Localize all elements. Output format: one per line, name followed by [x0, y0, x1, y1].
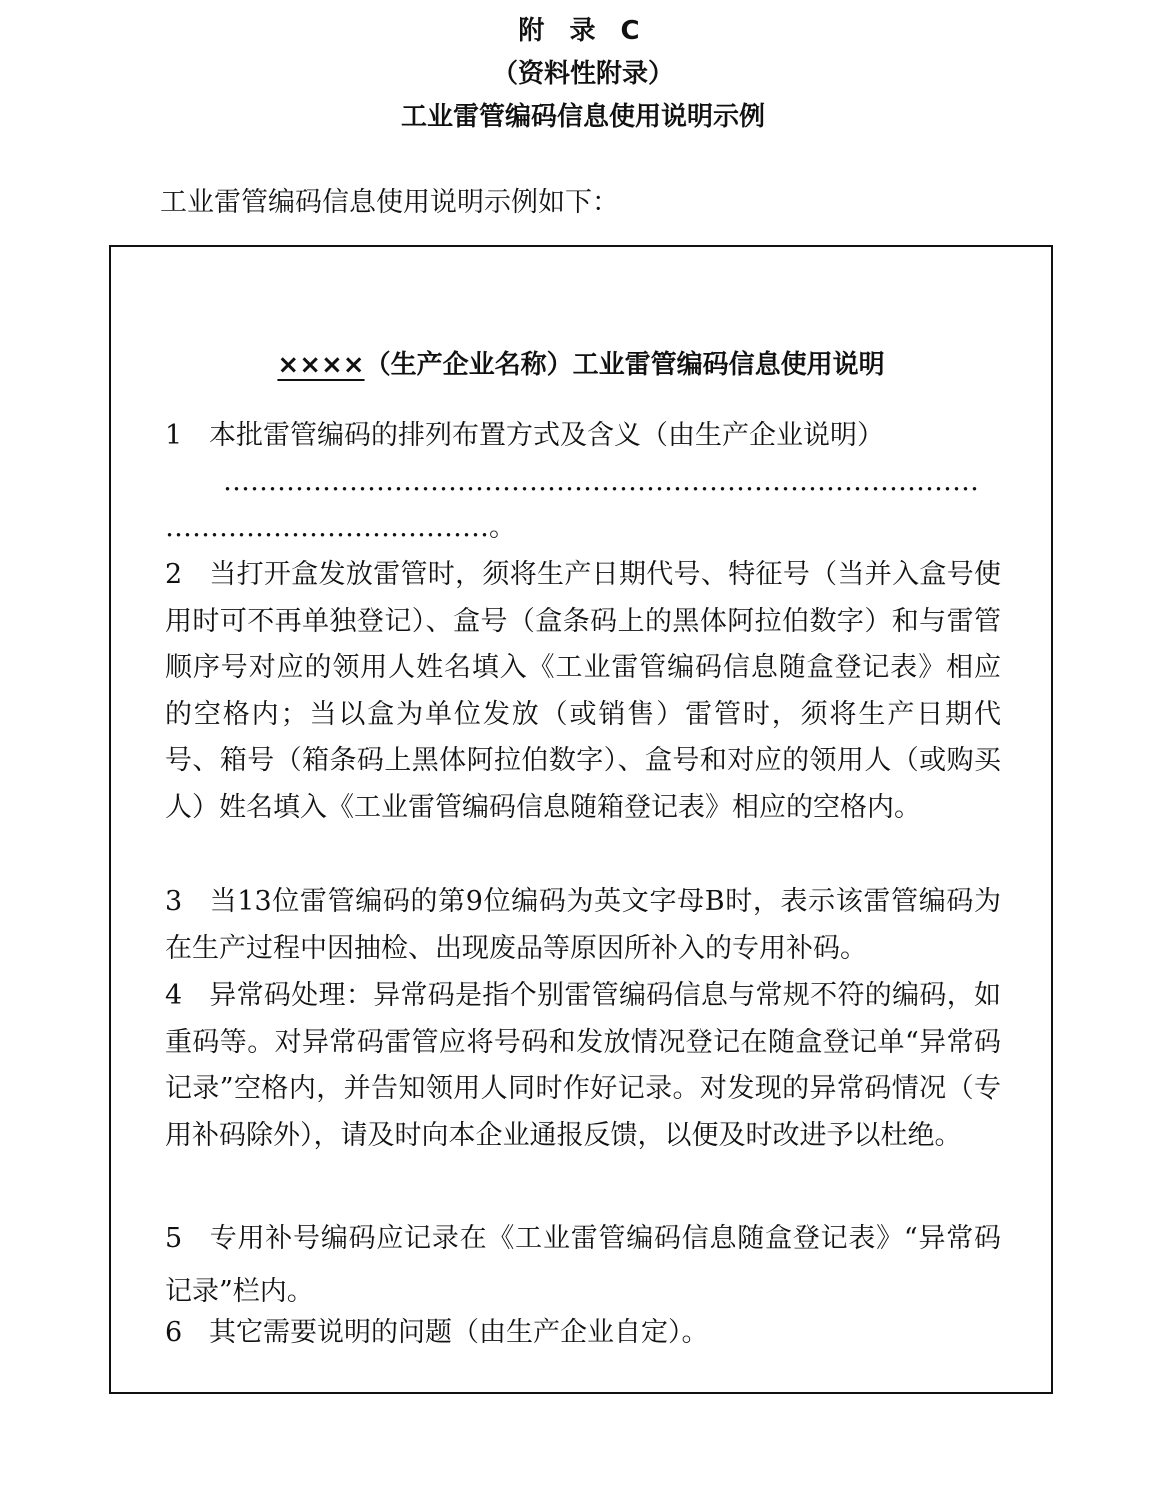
item-text: 专用补号编码应记录在《工业雷管编码信息随盒登记表》“异常码记录”栏内。: [165, 1223, 1001, 1307]
list-item: [165, 973, 1001, 1159]
item-number: 3: [165, 886, 183, 917]
fill-in-dots: ………………………………。: [165, 512, 516, 543]
appendix-label: 附 录 C: [518, 16, 648, 46]
item-number: 2: [165, 559, 183, 590]
list-item: [165, 1310, 1001, 1357]
list-item: [165, 1212, 1001, 1318]
company-name-placeholder: ××××: [277, 350, 365, 380]
item-number: 1: [165, 420, 183, 451]
item-text: 异常码处理：异常码是指个别雷管编码信息与常规不符的编码，如重码等。对异常码雷管应将号码和发放情况登记在随盒登记单“异常码记录”空格内，并告知领用人同时作好记录。对发现的异常码情况（专用补码除外），请及时向本企业通报反馈，以便及时改进予以杜绝。: [165, 980, 1001, 1151]
item-number: 5: [165, 1223, 183, 1254]
item-text: 当打开盒发放雷管时，须将生产日期代号、特征号（当并入盒号使用时可不再单独登记）、盒号（盒条码上的黑体阿拉伯数字）和与雷管顺序号对应的领用人姓名填入《工业雷管编码信息随盒登记表》相应的空格内；当以盒为单位发放（或销售）雷管时，须将生产日期代号、箱号（箱条码上黑体阿拉伯数字）、盒号和对应的领用人（或购买人）姓名填入《工业雷管编码信息随箱登记表》相应的空格内。: [165, 559, 1001, 823]
example-box: [109, 245, 1053, 1394]
item-text: 本批雷管编码的排列布置方式及含义（由生产企业说明）: [209, 420, 884, 451]
item-text: 其它需要说明的问题（由生产企业自定）。: [209, 1317, 709, 1348]
fill-in-dots: …………………………………………………………………………: [223, 466, 979, 497]
box-heading-text: （生产企业名称）工业雷管编码信息使用说明: [364, 350, 885, 380]
item-number: 6: [165, 1317, 183, 1348]
list-item: [165, 879, 1001, 972]
item-text: 当13位雷管编码的第9位编码为英文字母B时，表示该雷管编码为在生产过程中因抽检、出现废品等原因所补入的专用补码。: [165, 886, 1001, 964]
list-item: [165, 413, 1001, 460]
item-number: 4: [165, 980, 183, 1011]
appendix-title: 工业雷管编码信息使用说明示例: [400, 102, 765, 132]
intro-text: 工业雷管编码信息使用说明示例如下：: [160, 187, 619, 218]
box-heading: [111, 347, 1051, 383]
appendix-type: （资料性附录）: [491, 59, 674, 89]
list-item: [165, 552, 1001, 831]
